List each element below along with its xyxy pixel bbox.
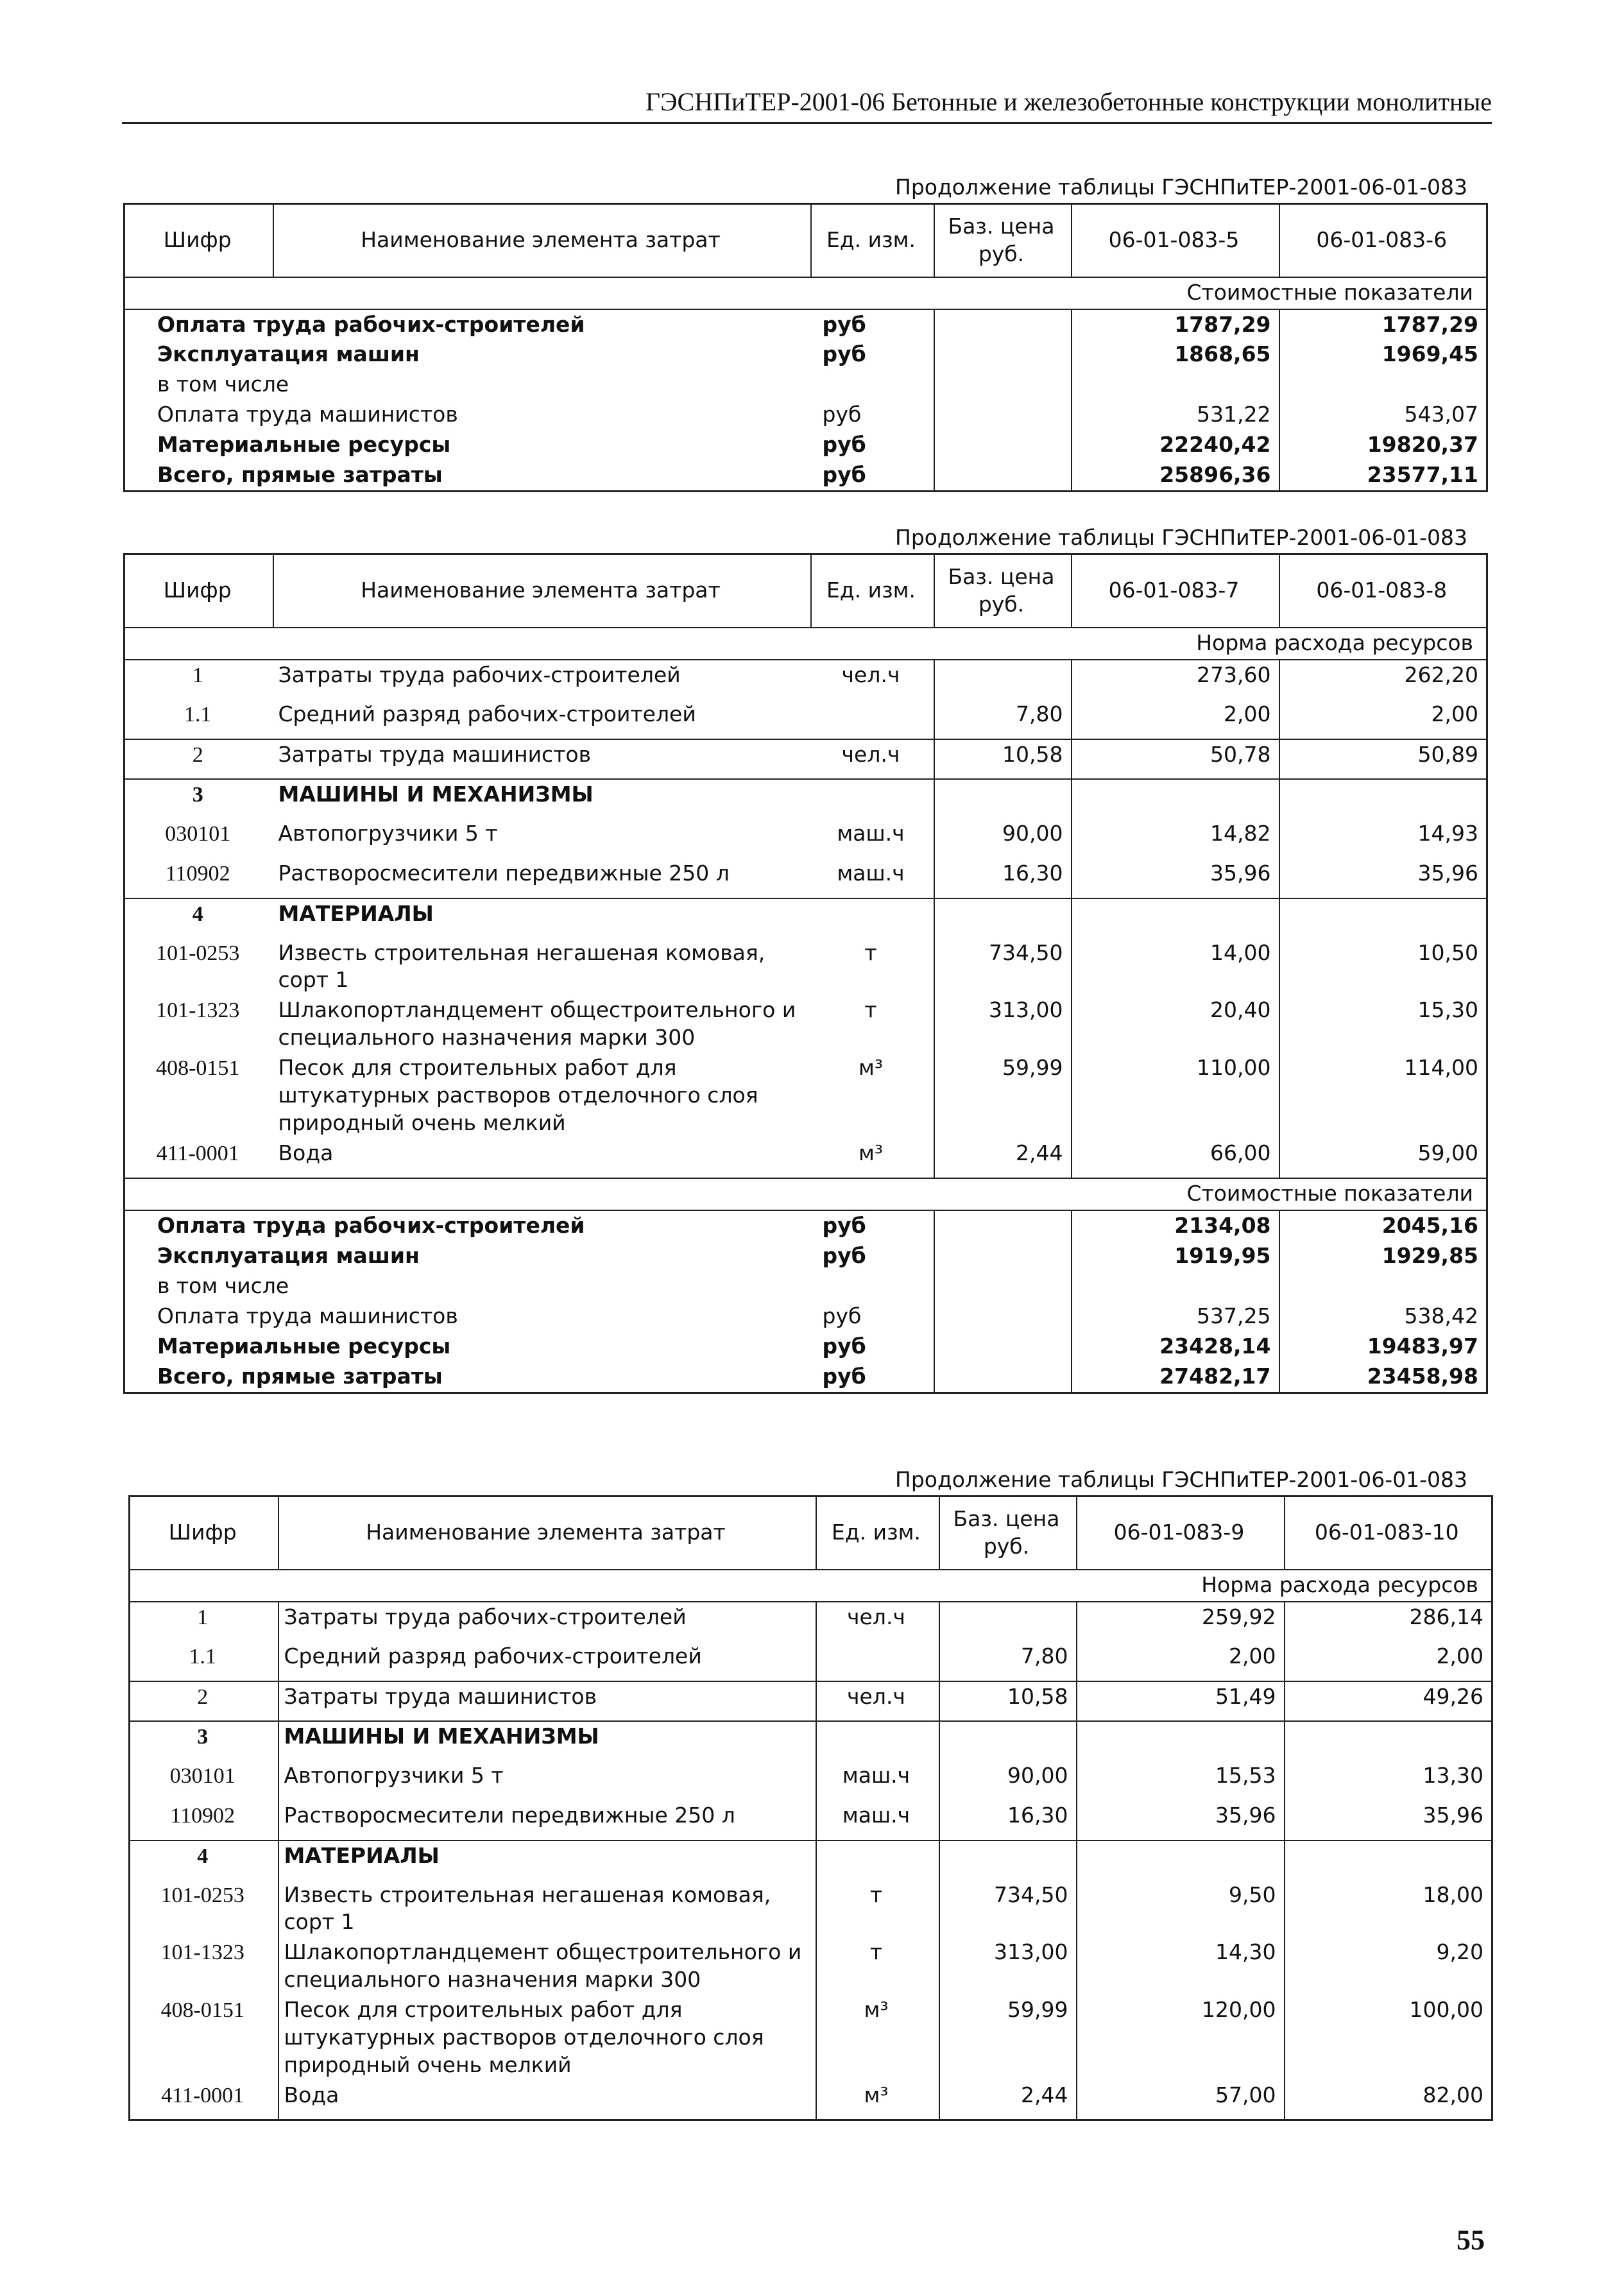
cost-row (124, 339, 1487, 370)
cost-name: в том числе (157, 1273, 289, 1298)
cost-price (934, 309, 1072, 340)
col-header-unit: Ед. изм. (816, 1497, 939, 1570)
cost-value-b: 543,07 (1404, 402, 1478, 427)
row-price: 90,00 (934, 819, 1072, 859)
col-header-a: 06-01-083-9 (1077, 1497, 1285, 1570)
row-name: Шлакопортландцемент общестроительного и специального назначения марки 300 (278, 997, 796, 1051)
row-value-a: 14,82 (1072, 819, 1279, 859)
row-code: 2 (130, 1681, 278, 1721)
cost-name: Всего, прямые затраты (157, 462, 443, 488)
row-name: МАШИНЫ И МЕХАНИЗМЫ (273, 779, 811, 819)
row-name: Затраты труда машинистов (278, 1681, 816, 1721)
row-value-b: 100,00 (1409, 1997, 1483, 2023)
cost-price (934, 460, 1072, 491)
cost-name: Оплата труда рабочих-строителей (124, 309, 811, 340)
col-header-b: 06-01-083-8 (1279, 554, 1487, 628)
row-value-a: 51,49 (1077, 1681, 1285, 1721)
cost-row (124, 1301, 1487, 1332)
row-unit: чел.ч (811, 739, 934, 779)
row-price: 59,99 (934, 1053, 1072, 1138)
resource-row (130, 1681, 1492, 1721)
cost-value-a: 531,22 (1072, 400, 1279, 430)
cost-value-a: 27482,17 (1072, 1362, 1279, 1393)
norm-title: Норма расхода ресурсов (124, 628, 1487, 660)
row-value-b (1285, 1840, 1492, 1880)
row-price: 734,50 (934, 938, 1072, 996)
row-value-b: 59,00 (1417, 1140, 1478, 1165)
cost-name: Оплата труда рабочих-строителей (124, 1210, 811, 1241)
cost-value-b: 1929,85 (1381, 1242, 1478, 1268)
table1 (123, 203, 1488, 492)
row-name: Затраты труда машинистов (273, 739, 811, 779)
cost-unit: руб (811, 1301, 934, 1332)
table2 (123, 553, 1488, 1394)
cost-value-b: 1969,45 (1381, 341, 1478, 367)
row-value-b: 14,93 (1417, 820, 1478, 846)
row-unit: чел.ч (816, 1602, 939, 1642)
cost-value-b: 23577,11 (1367, 462, 1478, 488)
cost-row (124, 1271, 1487, 1301)
row-value-a: 57,00 (1077, 2080, 1285, 2120)
row-price (939, 1602, 1077, 1642)
row-code: 101-0253 (130, 1880, 278, 1938)
row-value-a (1072, 898, 1279, 938)
resource-row (124, 660, 1487, 699)
row-price: 16,30 (934, 859, 1072, 898)
cost-unit: руб (811, 460, 934, 491)
resource-row (124, 739, 1487, 779)
row-code: 3 (130, 1721, 278, 1761)
cost-name: Всего, прямые затраты (157, 1363, 443, 1389)
row-name: Затраты труда рабочих-строителей (278, 1602, 816, 1642)
row-unit: м³ (811, 1053, 934, 1138)
resource-row (130, 1880, 1492, 1938)
resource-row (130, 1721, 1492, 1761)
row-value-b (1279, 779, 1487, 819)
row-price: 7,80 (939, 1642, 1077, 1681)
cost-price (934, 1362, 1072, 1393)
cost-price (934, 430, 1072, 460)
row-unit: маш.ч (811, 819, 934, 859)
cost-unit: руб (811, 339, 934, 370)
col-header-name: Наименование элемента затрат (273, 554, 811, 628)
table2-caption: Продолжение таблицы ГЭСНПиТЕР-2001-06-01-083 (895, 525, 1468, 550)
row-code: 4 (130, 1840, 278, 1880)
row-code: 110902 (130, 1801, 278, 1840)
col-header-name: Наименование элемента затрат (278, 1497, 816, 1570)
cost-name: Эксплуатация машин (157, 1242, 420, 1268)
cost-name: Оплата труда машинистов (157, 402, 458, 427)
resource-row (124, 938, 1487, 996)
cost-price (934, 1301, 1072, 1332)
row-value-b (1279, 898, 1487, 938)
row-name: Вода (278, 2080, 816, 2120)
col-header-unit: Ед. изм. (811, 204, 934, 277)
row-unit: м³ (816, 1995, 939, 2080)
row-code: 101-1323 (156, 999, 240, 1023)
row-price (939, 1721, 1077, 1761)
row-code: 408-0151 (156, 1056, 240, 1081)
row-price: 16,30 (939, 1801, 1077, 1840)
resource-row (124, 819, 1487, 859)
row-value-a: 9,50 (1077, 1880, 1285, 1938)
row-price: 90,00 (939, 1761, 1077, 1801)
row-value-a: 15,53 (1077, 1761, 1285, 1801)
row-code: 101-1323 (130, 1937, 278, 1995)
resource-row (124, 1053, 1487, 1138)
row-code: 408-0151 (130, 1995, 278, 2080)
cost-price (934, 1271, 1072, 1301)
cost-price (934, 339, 1072, 370)
cost-value-b: 19820,37 (1367, 432, 1478, 458)
resource-row (130, 1937, 1492, 1995)
row-value-a: 2,00 (1072, 699, 1279, 739)
row-code: 030101 (130, 1761, 278, 1801)
row-name: Автопогрузчики 5 т (278, 1761, 816, 1801)
cost-row (124, 1362, 1487, 1393)
cost-name: Оплата труда машинистов (157, 1303, 458, 1328)
cost-value-a: 537,25 (1072, 1301, 1279, 1332)
resource-row (130, 1761, 1492, 1801)
resource-row (124, 995, 1487, 1053)
row-value-b (1285, 1721, 1492, 1761)
cost-price (934, 370, 1072, 400)
row-code: 1.1 (130, 1642, 278, 1681)
row-code: 2 (124, 739, 273, 779)
col-header-code: Шифр (124, 554, 273, 628)
cost-name: Материальные ресурсы (157, 1333, 451, 1359)
cost-value-a: 1919,95 (1072, 1241, 1279, 1271)
cost-value-a: 25896,36 (1072, 460, 1279, 491)
cost-row (124, 370, 1487, 400)
row-value-b: 15,30 (1417, 997, 1478, 1023)
cost-value-a: 22240,42 (1072, 430, 1279, 460)
cost-value-b: 2045,16 (1279, 1210, 1487, 1241)
row-price (934, 779, 1072, 819)
row-value-b: 262,20 (1279, 660, 1487, 699)
row-unit: м³ (816, 2080, 939, 2120)
cost-name: Эксплуатация машин (157, 341, 420, 367)
row-value-a: 2,00 (1077, 1642, 1285, 1681)
row-value-a: 50,78 (1072, 739, 1279, 779)
row-name: Вода (278, 1140, 334, 1165)
row-value-a: 66,00 (1072, 1138, 1279, 1178)
row-code: 411-0001 (156, 1141, 239, 1165)
row-code: 110902 (165, 861, 230, 886)
row-unit: маш.ч (811, 859, 934, 898)
row-unit: маш.ч (816, 1801, 939, 1840)
row-name: МАШИНЫ И МЕХАНИЗМЫ (278, 1721, 816, 1761)
row-code: 3 (124, 779, 273, 819)
row-unit: т (811, 938, 934, 996)
cost-price (934, 1210, 1072, 1241)
row-unit (816, 1721, 939, 1761)
col-header-price: Баз. цена руб. (934, 204, 1072, 277)
row-price (934, 898, 1072, 938)
row-unit (811, 699, 934, 739)
resource-row (124, 898, 1487, 938)
cost-row (124, 460, 1487, 491)
row-value-a (1077, 1840, 1285, 1880)
row-value-a: 35,96 (1077, 1801, 1285, 1840)
resource-row (124, 779, 1487, 819)
row-name: Растворосмесители передвижные 250 л (278, 860, 730, 886)
cost-value-a: 23428,14 (1072, 1332, 1279, 1362)
row-price: 7,80 (934, 699, 1072, 739)
row-price: 10,58 (934, 739, 1072, 779)
norm-title: Норма расхода ресурсов (130, 1570, 1492, 1602)
row-name: Средний разряд рабочих-строителей (278, 1642, 816, 1681)
cost-name: Материальные ресурсы (157, 432, 451, 458)
page-header (122, 82, 1492, 124)
row-price: 2,44 (939, 2080, 1077, 2120)
cost-value-a (1072, 370, 1279, 400)
row-price: 2,44 (934, 1138, 1072, 1178)
resource-row (124, 859, 1487, 898)
row-name: Известь строительная негашеная комовая, сорт 1 (278, 1880, 816, 1938)
cost-value-a (1072, 1271, 1279, 1301)
resource-row (124, 1138, 1487, 1178)
row-value-b: 82,00 (1423, 2082, 1483, 2107)
cost-row (124, 1210, 1487, 1241)
cost-value-b: 23458,98 (1367, 1363, 1478, 1389)
cost-value-b (1279, 1271, 1487, 1301)
row-value-a (1072, 779, 1279, 819)
row-value-b: 50,89 (1279, 739, 1487, 779)
row-name: Известь строительная негашеная комовая, сорт 1 (278, 939, 765, 993)
resource-row (124, 699, 1487, 739)
row-value-b: 2,00 (1436, 1643, 1483, 1668)
row-name: Автопогрузчики 5 т (278, 820, 498, 846)
row-value-a: 14,00 (1072, 938, 1279, 996)
col-header-price: Баз. цена руб. (934, 554, 1072, 628)
col-header-b: 06-01-083-10 (1285, 1497, 1492, 1570)
row-name: Шлакопортландцемент общестроительного и специального назначения марки 300 (278, 1937, 816, 1995)
row-unit (811, 779, 934, 819)
cost-price (934, 1332, 1072, 1362)
row-price: 313,00 (934, 995, 1072, 1053)
row-value-b: 18,00 (1423, 1882, 1483, 1907)
cost-price (934, 1241, 1072, 1271)
row-unit (811, 898, 934, 938)
resource-row (130, 1602, 1492, 1642)
row-unit: м³ (811, 1138, 934, 1178)
cost-unit: руб (811, 1241, 934, 1271)
col-header-price: Баз. цена руб. (939, 1497, 1077, 1570)
cost-row (124, 430, 1487, 460)
cost-row (124, 1332, 1487, 1362)
col-header-b: 06-01-083-6 (1279, 204, 1487, 277)
cost-unit: руб (811, 1332, 934, 1362)
row-value-b: 114,00 (1404, 1055, 1478, 1081)
row-value-b: 35,96 (1423, 1802, 1483, 1828)
col-header-a: 06-01-083-5 (1072, 204, 1279, 277)
cost-title: Стоимостные показатели (124, 277, 1487, 309)
row-price: 10,58 (939, 1681, 1077, 1721)
cost-row (124, 1241, 1487, 1271)
cost-unit: руб (811, 430, 934, 460)
row-value-a: 273,60 (1072, 660, 1279, 699)
cost-unit (811, 1271, 934, 1301)
col-header-name: Наименование элемента затрат (273, 204, 811, 277)
row-price (934, 660, 1072, 699)
cost-unit: руб (811, 400, 934, 430)
table3 (128, 1495, 1493, 2121)
cost-unit (811, 370, 934, 400)
cost-row (124, 309, 1487, 340)
table1-caption: Продолжение таблицы ГЭСНПиТЕР-2001-06-01-083 (895, 175, 1468, 200)
row-value-a (1077, 1721, 1285, 1761)
cost-name: в том числе (157, 372, 289, 397)
row-value-b: 286,14 (1285, 1602, 1492, 1642)
row-value-b: 10,50 (1417, 939, 1478, 965)
row-value-b: 9,20 (1436, 1939, 1483, 1965)
row-name: Песок для строительных работ для штукатурных растворов отделочного слоя природный очень мелкий (278, 1995, 816, 2080)
row-value-b: 35,96 (1417, 860, 1478, 886)
row-unit (816, 1642, 939, 1681)
row-price: 59,99 (939, 1995, 1077, 2080)
row-code: 411-0001 (130, 2080, 278, 2120)
col-header-code: Шифр (130, 1497, 278, 1570)
row-name: МАТЕРИАЛЫ (273, 898, 811, 938)
cost-row (124, 400, 1487, 430)
cost-value-b (1279, 370, 1487, 400)
row-name: Затраты труда рабочих-строителей (273, 660, 811, 699)
row-price: 313,00 (939, 1937, 1077, 1995)
row-code: 101-0253 (156, 941, 240, 965)
cost-unit: руб (811, 1210, 934, 1241)
resource-row (130, 1995, 1492, 2080)
col-header-code: Шифр (124, 204, 273, 277)
cost-value-a: 1787,29 (1072, 309, 1279, 340)
resource-row (130, 1642, 1492, 1681)
row-value-a: 35,96 (1072, 859, 1279, 898)
row-value-a: 110,00 (1072, 1053, 1279, 1138)
row-value-a: 120,00 (1077, 1995, 1285, 2080)
row-code: 030101 (165, 821, 231, 846)
cost-value-a: 1868,65 (1072, 339, 1279, 370)
resource-row (130, 1801, 1492, 1840)
table3-caption: Продолжение таблицы ГЭСНПиТЕР-2001-06-01-083 (895, 1467, 1468, 1492)
row-value-a: 259,92 (1077, 1602, 1285, 1642)
row-unit: чел.ч (811, 660, 934, 699)
cost-value-b: 1787,29 (1279, 309, 1487, 340)
cost-value-b: 19483,97 (1367, 1333, 1478, 1359)
row-unit: чел.ч (816, 1681, 939, 1721)
row-value-a: 20,40 (1072, 995, 1279, 1053)
row-price: 734,50 (939, 1880, 1077, 1938)
cost-unit: руб (811, 309, 934, 340)
row-name: Песок для строительных работ для штукатурных растворов отделочного слоя природный очень мелкий (278, 1055, 758, 1135)
row-value-b: 49,26 (1285, 1681, 1492, 1721)
row-value-a: 14,30 (1077, 1937, 1285, 1995)
cost-price (934, 400, 1072, 430)
cost-value-a: 2134,08 (1072, 1210, 1279, 1241)
page-number: 55 (1457, 2224, 1485, 2256)
row-code: 1 (124, 660, 273, 699)
row-name: МАТЕРИАЛЫ (278, 1840, 816, 1880)
row-code: 4 (124, 898, 273, 938)
col-header-unit: Ед. изм. (811, 554, 934, 628)
resource-row (130, 2080, 1492, 2120)
row-name: Средний разряд рабочих-строителей (278, 701, 696, 726)
row-unit: маш.ч (816, 1761, 939, 1801)
col-header-a: 06-01-083-7 (1072, 554, 1279, 628)
cost-title: Стоимостные показатели (124, 1178, 1487, 1210)
page-header-title: ГЭСНПиТЕР-2001-06 Бетонные и железобетонные конструкции монолитные (645, 87, 1492, 116)
row-price (939, 1840, 1077, 1880)
row-code: 1.1 (184, 702, 212, 726)
row-unit: т (816, 1937, 939, 1995)
row-unit (816, 1840, 939, 1880)
resource-row (130, 1840, 1492, 1880)
row-value-b: 13,30 (1423, 1762, 1483, 1788)
row-code: 1 (130, 1602, 278, 1642)
cost-value-b: 538,42 (1404, 1303, 1478, 1328)
row-unit: т (816, 1880, 939, 1938)
row-unit: т (811, 995, 934, 1053)
cost-unit: руб (811, 1362, 934, 1393)
row-value-b: 2,00 (1431, 701, 1478, 726)
row-name: Растворосмесители передвижные 250 л (278, 1801, 816, 1840)
